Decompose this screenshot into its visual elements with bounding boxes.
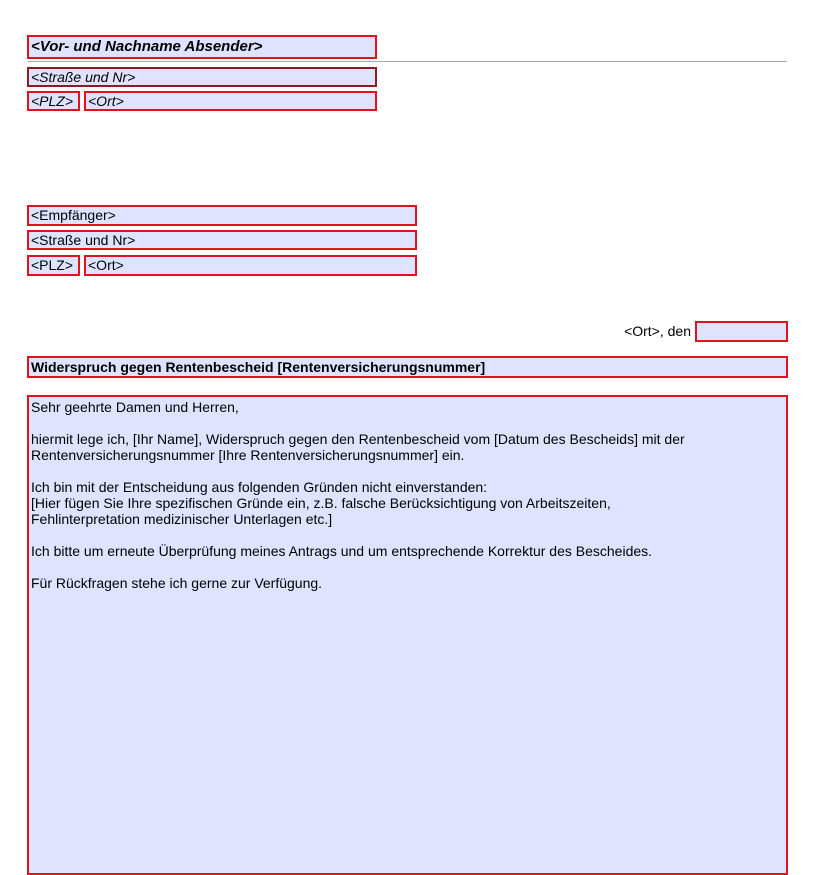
body-paragraph-3: Ich bitte um erneute Überprüfung meines Antrags und um entsprechende Korrektur des Bescheides.	[31, 543, 653, 559]
recipient-name-field[interactable]: <Empfänger>	[27, 205, 417, 226]
sender-divider	[28, 61, 787, 62]
sender-zip-field[interactable]: <PLZ>	[27, 91, 80, 111]
letter-body-field[interactable]	[27, 395, 788, 875]
date-place-label: <Ort>, den	[624, 323, 691, 339]
recipient-zip-field[interactable]: <PLZ>	[27, 255, 80, 276]
body-paragraph-4: Für Rückfragen stehe ich gerne zur Verfügung.	[31, 575, 323, 591]
sender-street-field[interactable]: <Straße und Nr>	[27, 67, 377, 87]
sender-name-field[interactable]: <Vor- und Nachname Absender>	[27, 35, 377, 59]
body-paragraph-1: hiermit lege ich, [Ihr Name], Widerspruch gegen den Rentenbescheid vom [Datum des Bescheids] mit der Rentenversicherungsnummer [Ihre Rentenversicherungsnummer] ein.	[31, 431, 685, 463]
body-paragraph-2: Ich bin mit der Entscheidung aus folgenden Gründen nicht einverstanden: [Hier fügen Sie Ihre spezifischen Gründe ein, z.B. falsche Berücksichtigung von Arbeitszeiten, Fehlinterpretation medizinischer Unterlagen etc.]	[31, 479, 611, 527]
recipient-street-field[interactable]: <Straße und Nr>	[27, 230, 417, 250]
subject-field[interactable]: Widerspruch gegen Rentenbescheid [Rentenversicherungsnummer]	[27, 356, 788, 378]
salutation-text: Sehr geehrte Damen und Herren,	[31, 399, 239, 415]
recipient-city-field[interactable]: <Ort>	[84, 255, 417, 276]
sender-city-field[interactable]: <Ort>	[84, 91, 377, 111]
date-field[interactable]	[695, 321, 788, 342]
